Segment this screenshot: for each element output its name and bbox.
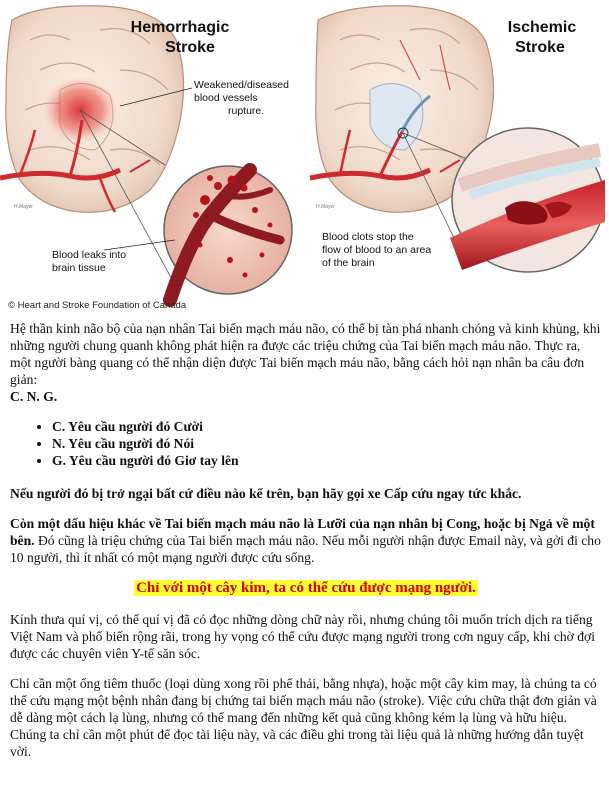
artist-signature-left: H.Mayer bbox=[14, 204, 33, 210]
article-body bbox=[10, 320, 602, 773]
rupture-callout-line1: Weakened/diseased bbox=[194, 79, 289, 91]
cng-title: C. N. G. bbox=[10, 389, 58, 404]
hemorrhagic-title-line1: Hemorrhagic bbox=[130, 19, 230, 36]
highlight-heading-wrap bbox=[10, 579, 602, 597]
rupture-callout-line3: rupture. bbox=[228, 105, 265, 117]
list-item: • G. Yêu cầu người đó Giơ tay lên bbox=[52, 452, 602, 469]
stroke-illustration-svg bbox=[0, 0, 609, 312]
clot-callout-line1: Blood clots stop the bbox=[322, 231, 414, 243]
rupture-callout-line2: blood vessels bbox=[194, 92, 258, 104]
tongue-sign-paragraph bbox=[10, 515, 602, 566]
ischemic-title-line2: Stroke bbox=[515, 39, 565, 56]
list-item: • C. Yêu cầu người đó Cười bbox=[52, 418, 602, 435]
emergency-paragraph: Nếu người đó bị trở ngại bất cứ điều nào kể trên, bạn hãy gọi xe Cấp cứu ngay tức khắc. bbox=[10, 486, 522, 501]
leak-callout-line1: Blood leaks into bbox=[52, 249, 127, 261]
figure-credit: © Heart and Stroke Foundation of Canada bbox=[8, 300, 187, 311]
artist-signature-right: H.Mayer bbox=[316, 204, 335, 210]
list-item: • N. Yêu cầu người đó Nói bbox=[52, 435, 602, 452]
translation-note-paragraph: Kính thưa quí vị, có thể quí vị đã có đọc những dòng chữ này rồi, nhưng chúng tôi muốn trích dịch ra tiếng Việt Nam và phổ biến rộng rãi, trong hy vọng có thể cứu được mạng người trong cơn nguy cấp, khi chờ đợi được các chuyên viên Y-tế săn sóc. bbox=[10, 612, 595, 661]
leak-callout-line2: brain tissue bbox=[52, 262, 106, 274]
hemorrhagic-brain bbox=[0, 6, 184, 213]
needle-method-paragraph: Chỉ cần một ống tiêm thuốc (loại dùng xong rồi phế thải, bằng nhựa), hoặc một cây kim may, là chúng ta có thể cứu mạng một bệnh nhân đang bị chứng tai biến mạch máu não (stroke). Việc cứu chữa thật đơn giản và dễ dàng một cách lạ lùng, nhưng có thể mang đến những kết quả cũng không kém lạ lùng và hữu hiệu. Chúng ta chỉ cần một phút để đọc tài liệu này, và các điều ghi trong tài liệu quả là những hướng dẫn tuyệt vời. bbox=[10, 676, 597, 759]
ischemic-title-line1: Ischemic bbox=[507, 19, 577, 36]
hemorrhagic-title-line2: Stroke bbox=[165, 39, 215, 56]
highlight-heading: Chỉ với một cây kim, ta có thể cứu được mạng người. bbox=[136, 580, 476, 596]
clot-callout-line3: of the brain bbox=[322, 257, 375, 269]
cng-list bbox=[10, 418, 602, 469]
tongue-sign-bold: Còn một dấu hiệu khác về Tai biến mạch máu não là Lưỡi của nạn nhân bị Cong, hoặc bị Ngả về một bên. bbox=[10, 516, 595, 548]
intro-paragraph: Hệ thần kinh não bộ của nạn nhân Tai biến mạch máu não, có thể bị tàn phá nhanh chóng và kinh khủng, khi những người chung quanh không phát hiện ra được các triệu chứng của Tai biến mạch máu não. Thực ra, một người bàng quang có thể nhận diện được Tai biến mạch máu não, bằng cách hỏi nạn nhân ba câu đơn giản: bbox=[10, 321, 601, 387]
clot-callout-line2: flow of blood to an area bbox=[322, 244, 432, 256]
stroke-illustration bbox=[0, 0, 609, 312]
tongue-sign-rest: Đó cũng là triệu chứng của Tai biến mạch máu não. Nếu mỗi người nhận được Email này, và gởi đi cho 10 người, thì ít nhất có một mạng người được cứu sống. bbox=[10, 533, 601, 565]
